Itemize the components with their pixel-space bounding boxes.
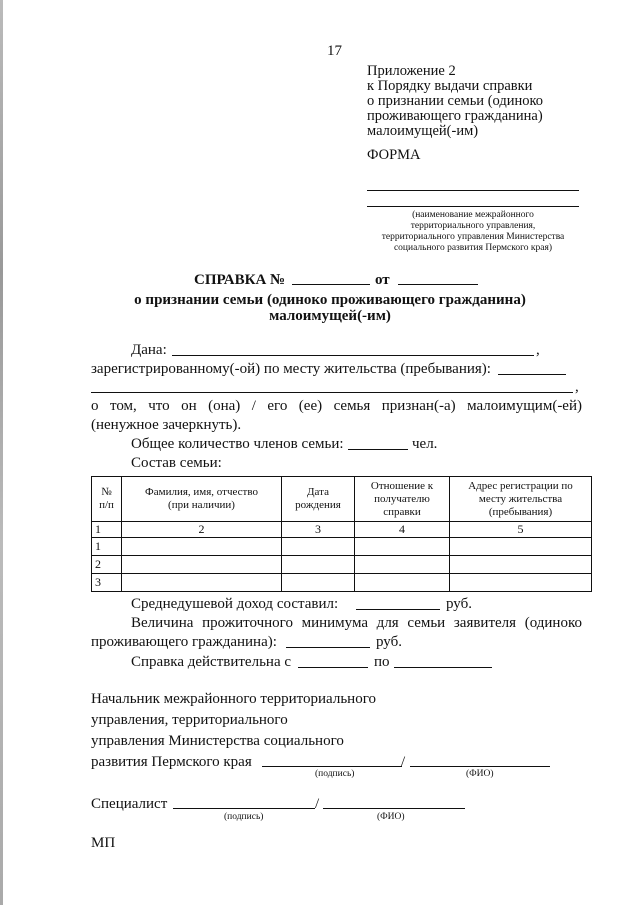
subsistence-line <box>286 647 370 648</box>
org-caption-3: территориального управления Министерства <box>381 232 565 242</box>
chief-line-2: управления, территориального <box>91 712 288 728</box>
row-number: 3 <box>92 574 122 592</box>
registered-comma: , <box>575 379 579 395</box>
specialist-signature-line <box>173 808 315 809</box>
col-header-address: Адрес регистрации по месту жительства (пребывания) <box>450 477 592 522</box>
org-name-line-1 <box>367 190 579 191</box>
chief-fio-line <box>410 766 550 767</box>
cell-relation[interactable] <box>355 574 450 592</box>
org-caption-2: территориального управления, <box>410 221 536 231</box>
cell-address[interactable] <box>450 538 592 556</box>
avg-income-line <box>356 609 440 610</box>
col-number-3: 3 <box>282 522 355 538</box>
cell-relation[interactable] <box>355 556 450 574</box>
table-header-row <box>92 477 592 522</box>
col-header-fio: Фамилия, имя, отчество (при наличии) <box>122 477 282 522</box>
col-header-number: № п/п <box>92 477 122 522</box>
family-table <box>91 476 592 592</box>
subsistence-line-1: Величина прожиточного минимума для семьи заявителя (одиноко <box>131 615 582 631</box>
recognized-text: о том, что он (она) / его (ее) семья признан(-а) малоимущим(-ей) <box>91 398 582 414</box>
cell-fio[interactable] <box>122 538 282 556</box>
org-caption-1: (наименование межрайонного <box>412 210 534 220</box>
specialist-fio-line <box>323 808 465 809</box>
family-label: Состав семьи: <box>131 455 222 471</box>
subtitle-2: малоимущей(-им) <box>269 308 391 324</box>
specialist-slash: / <box>315 796 320 812</box>
title-spravka: СПРАВКА № <box>194 272 286 288</box>
chief-signature-line <box>262 766 402 767</box>
col-number-4: 4 <box>355 522 450 538</box>
cell-relation[interactable] <box>355 538 450 556</box>
table-row <box>92 538 592 556</box>
table-column-numbers <box>92 522 592 538</box>
appendix-line-1: Приложение 2 <box>367 63 456 79</box>
avg-income-unit: руб. <box>446 596 472 612</box>
table-row <box>92 556 592 574</box>
table-row <box>92 574 592 592</box>
cell-fio[interactable] <box>122 574 282 592</box>
members-count-label: Общее количество членов семьи: <box>131 436 344 452</box>
col-header-relation: Отношение к получателю справки <box>355 477 450 522</box>
registered-line-1 <box>498 374 566 375</box>
date-line <box>398 284 478 285</box>
appendix-line-4: проживающего гражданина) <box>367 108 543 124</box>
members-count-line <box>348 449 408 450</box>
strike-note: (ненужное зачеркнуть). <box>91 417 242 433</box>
col-number-1: 1 <box>92 522 122 538</box>
dana-label: Дана: <box>131 342 167 358</box>
valid-from-line <box>298 667 368 668</box>
chief-line-4: развития Пермского края <box>91 754 252 770</box>
scan-edge <box>0 0 3 905</box>
chief-fio-caption: (ФИО) <box>466 769 494 779</box>
valid-to-line <box>394 667 492 668</box>
row-number: 1 <box>92 538 122 556</box>
specialist-fio-caption: (ФИО) <box>377 812 405 822</box>
col-number-5: 5 <box>450 522 592 538</box>
subtitle-1: о признании семьи (одиноко проживающего гражданина) <box>134 292 526 308</box>
subsistence-unit: руб. <box>376 634 402 650</box>
specialist-label: Специалист <box>91 796 168 812</box>
appendix-line-3: о признании семьи (одиноко <box>367 93 544 109</box>
registered-label: зарегистрированному(-ой) по месту жительства (пребывания): <box>91 361 491 377</box>
row-number: 2 <box>92 556 122 574</box>
cell-birthdate[interactable] <box>282 556 355 574</box>
registered-line-2 <box>91 392 573 393</box>
appendix-line-5: малоимущей(-им) <box>367 123 479 139</box>
stamp-place: МП <box>91 835 116 851</box>
dana-line <box>172 355 534 356</box>
subsistence-line-2: проживающего гражданина): <box>91 634 277 650</box>
chief-line-1: Начальник межрайонного территориального <box>91 691 376 707</box>
dana-comma: , <box>536 342 540 358</box>
form-label: ФОРМА <box>367 147 421 163</box>
page-number: 17 <box>327 43 342 59</box>
number-line <box>292 284 370 285</box>
col-header-birthdate: Дата рождения <box>282 477 355 522</box>
cell-address[interactable] <box>450 574 592 592</box>
avg-income-label: Среднедушевой доход составил: <box>131 596 339 612</box>
title-ot: от <box>375 272 390 288</box>
cell-address[interactable] <box>450 556 592 574</box>
chief-sign-caption: (подпись) <box>315 769 355 779</box>
cell-birthdate[interactable] <box>282 538 355 556</box>
cell-fio[interactable] <box>122 556 282 574</box>
members-unit: чел. <box>412 436 438 452</box>
col-number-2: 2 <box>122 522 282 538</box>
valid-to-label: по <box>374 654 390 670</box>
appendix-line-2: к Порядку выдачи справки <box>367 78 533 94</box>
chief-line-3: управления Министерства социального <box>91 733 344 749</box>
chief-slash: / <box>401 754 406 770</box>
org-name-line-2 <box>367 206 579 207</box>
cell-birthdate[interactable] <box>282 574 355 592</box>
org-caption-4: социального развития Пермского края) <box>393 243 553 253</box>
specialist-sign-caption: (подпись) <box>224 812 264 822</box>
valid-from-label: Справка действительна с <box>131 654 292 670</box>
